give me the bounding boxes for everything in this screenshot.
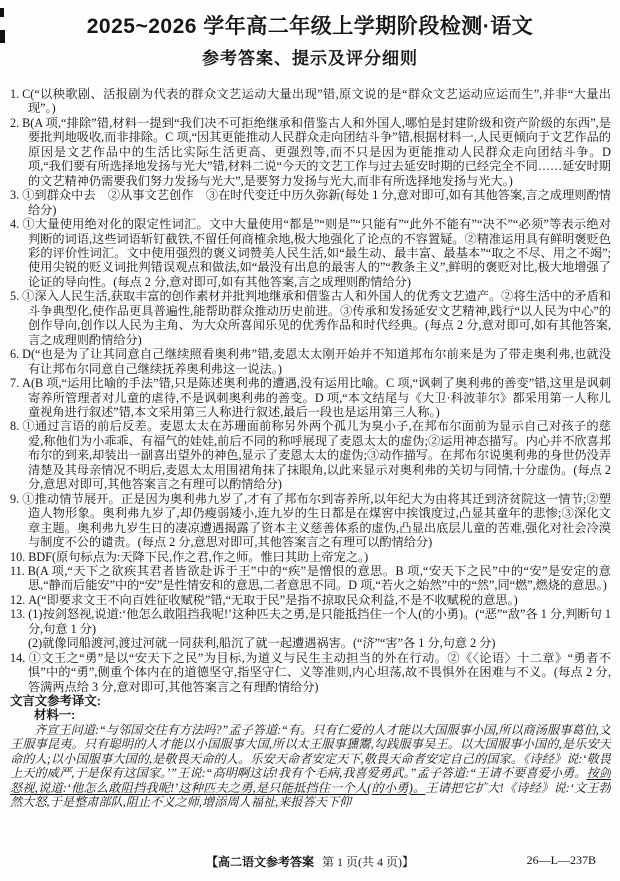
scan-artifact-mark <box>0 30 5 43</box>
item-number: 12. <box>10 592 26 607</box>
item-number: 2. <box>10 115 20 130</box>
answer-paragraph <box>10 419 611 491</box>
item-text: (2)就像同船渡河,渡过河就一同获利,船沉了就一起遭遇祸害。(“济”“害”各 1 分,句意 2 分) <box>28 636 496 651</box>
item-number: 7. <box>10 376 20 391</box>
answer-paragraph <box>10 289 611 347</box>
item-text: ①深入人民生活,获取丰富的创作素材并批判地继承和借鉴古人和外国人的优秀文艺遗产。②将生活中的矛盾和斗争典型化,使作品更具普遍性,能帮助群众推动历史前进。③传承和发扬延安文艺精神,践行“以人民为中心”的创作导向,创作以人民为主角、为大众所喜闻乐见的优秀作品和时代经典。(每点 2 分,意对即可,如有其他答案,言之成理则酌情给分) <box>22 289 611 347</box>
answer-paragraph <box>10 564 611 593</box>
footer-answer-key-label: 【高二语文参考答案 <box>205 855 315 869</box>
answer-paragraph <box>10 593 611 607</box>
translation-heading: 文言文参考译文: <box>10 694 101 709</box>
answer-paragraph <box>10 492 611 550</box>
item-text: B(A 项,“排除”错,材料一提到“我们决不可拒绝继承和借鉴古人和外国人,哪怕是封建阶级和资产阶级的东西”,是要批判地吸收,而非排除。C 项,“因其更能推动人民群众走向团结斗争”错,根据材料一,人民更倾向于文艺作品的原因是文艺作品中的生活比实际生活更高、更强烈等,而不只是因为更能推动人民群众走向团结斗争。D 项,“我们要有所选择地发扬与光大”错,材料二说“今天的文艺工作与过去延安时期的已经完全不同……延安时期的文艺精神仍需要我们努力发扬与光大”,是要努力发扬与光大,而非有所选择地发扬与光大。) <box>22 115 611 188</box>
item-text: BDF(原句标点为:天降下民,作之君,作之师。惟曰其助上帝宠之。) <box>28 549 369 564</box>
item-number: 1. <box>10 87 20 101</box>
item-number: 13. <box>10 607 26 622</box>
item-number: 3. <box>10 188 20 203</box>
answer-paragraph <box>10 188 611 217</box>
item-text: ①文王之“勇”是以“安天下之民”为目标,为道义与民生主动担当的外在行动。②《〈论语〉十二章》“勇者不惧”中的“勇”,侧重个体内在的道德坚守,指坚守仁、义等准则,内心坦荡,故不畏惧外在困难与不义。(每点 2 分,答满两点给 3 分,意对即可,其他答案言之有理酌情给分) <box>28 650 611 694</box>
paper-code: 26—L—237B <box>526 853 596 867</box>
scan-artifact-mark <box>0 8 4 17</box>
translation-text-before: 齐宣王问道:“与邻国交往有方法吗?”孟子答道:“有。只有仁爱的人才能以大国服事小国,所以商汤服事葛伯,文王服事昆夷。只有聪明的人才能以小国服事大国,所以太王服事獯鬻,勾践服事吴王。以大国服事小国的,是乐安天命的人;以小国服事大国的,是敬畏天命的人。乐安天命者安定天下,敬畏天命者安定自己的国家。《诗经》说:‘敬畏上天的威严,于是保有这国家。’”王说:“高明啊这话!我有个毛病,我喜爱勇武。”孟子答道:“王请不要喜爱小勇。 <box>10 722 611 781</box>
item-text: D(“也是为了让其同意自己继续照看奥利弗”错,麦恩太太刚开始并不知道邦布尔前来是为了带走奥利弗,也就没有让邦布尔同意自己继续抚养奥利弗这一说法。) <box>22 347 611 376</box>
answer-paragraph <box>10 116 611 188</box>
item-number: 10. <box>10 549 26 564</box>
page-footer <box>0 853 620 871</box>
translation-text-after: 王请把它扩大!《诗经》说:‘文王勃然大怒,于是整肃部队,阻止不义之师,增添周人福祉,来报答天下仰 <box>10 780 611 810</box>
item-number: 9. <box>10 491 20 506</box>
footer-page-indicator <box>206 853 414 870</box>
page-subtitle: 参考答案、提示及评分细则 <box>202 49 418 68</box>
footer-page-number: 第 1 页(共 4 页)】 <box>322 855 415 869</box>
item-text: ①大量使用绝对化的限定性词汇。文中大量使用“都是”“则是”“只能有”“此外不能有”“决不”“必须”等表示绝对判断的词语,这些词语斩钉截铁,不留任何商榷余地,极大地强化了论点的不容置疑。②精准运用具有鲜明褒贬色彩的评价性词汇。文中使用强烈的褒义词赞美人民生活,如“最生动、最丰富、最基本”“取之不尽、用之不竭”;使用尖锐的贬义词批判错误观点和做法,如“最没有出息的最害人的”“教条主义”,鲜明的褒贬对比,极大地增强了论证的导向性。(每点 2 分,意对即可,如有其他答案,言之成理则酌情给分) <box>22 217 611 289</box>
answers-list <box>10 87 611 694</box>
item-number: 14. <box>10 650 26 665</box>
answer-paragraph <box>10 550 611 564</box>
answer-paragraph <box>10 217 611 289</box>
answer-paragraph <box>10 636 611 650</box>
item-text: ①推动情节展开。正是因为奥利弗九岁了,才有了邦布尔到寄养所,以年纪大为由将其迁到济贫院这一情节;②塑造人物形象。奥利弗九岁了,却仍瘦弱矮小,连九岁的生日都是在煤窖中挨饿度过,凸显其童年的悲惨;③深化文章主题。奥利弗九岁生日的凄凉遭遇揭露了资本主义慈善体系的虚伪,凸显出底层儿童的苦难,强化对社会冷漠与制度不公的谴责。(每点 2 分,意思对即可,其他答案言之有理可以酌情给分) <box>22 491 611 550</box>
answer-paragraph <box>10 87 611 116</box>
translation-text-underlined: 按剑怒视,说道:‘他怎么敢阻挡我呢!’这种匹夫之勇,是只能抵挡住一个人(的小勇)。 <box>10 766 611 795</box>
item-number: 6. <box>10 347 20 362</box>
answer-paragraph <box>10 607 611 636</box>
item-text: (1)按剑怒视,说道:‘他怎么敢阻挡我呢!’这种匹夫之勇,是只能抵挡住一个人(的小勇)。(“恶”“敌”各 1 分,判断句 1 分,句意 1 分) <box>28 607 611 636</box>
item-number: 8. <box>10 419 20 434</box>
page-title: 2025~2026 学年高二年级上学期阶段检测·语文 <box>86 15 534 38</box>
item-number: 11. <box>10 563 25 578</box>
item-number: 4. <box>10 217 20 232</box>
item-text: A(B 项,“运用比喻的手法”错,只是陈述奥利弗的遭遇,没有运用比喻。C 项,“讽刺了奥利弗的善变”错,这里是讽刺寄养所管理者对儿童的虐待,不是讽刺奥利弗的善变。D 项,“本文结尾与《大卫·科波菲尔》都采用第一人称儿童视角进行叙述”错,本文采用第三人称进行叙述,最后一段也是运用第三人称。) <box>22 376 611 419</box>
answers-content <box>10 87 611 849</box>
answer-paragraph <box>10 376 611 419</box>
material-one-label: 材料一: <box>34 708 76 723</box>
item-text: ①到群众中去 ②从事文艺创作 ③在时代变迁中历久弥新(每处 1 分,意对即可,如有其他答案,言之成理则酌情给分) <box>22 188 611 217</box>
answer-paragraph <box>10 347 611 376</box>
item-text: ①通过言语的前后反差。麦恩太太在苏珊面前称另外两个孤儿为臭小子,在邦布尔面前为显示自己对孩子的慈爱,称他们为小乖乖、有福气的娃娃,前后不同的称呼展现了麦恩太太的虚伪;②运用神态描写。内心并不欣喜邦布尔的到来,却装出一副喜出望外的神色,显示了麦恩太太的虚伪;③动作描写。在邦布尔说奥利弗的身世仍没弄清楚及其母亲情况不明后,麦恩太太用围裙角抹了抹眼角,以此来显示对奥利弗的关切与同情,十分虚伪。(每点 2 分,意思对即可,其他答案言之有理可以酌情给分) <box>22 419 611 492</box>
item-text: C(“以秧歌剧、活报剧为代表的群众文艺运动大量出现”错,原文说的是“群众文艺运动应运而生”,并非“大量出现”。) <box>22 87 611 116</box>
item-text: A(“即要求文王不向百姓征收赋税”错,“无取于民”是指不掠取民众利益,不是不收赋税的意思。) <box>28 592 518 607</box>
item-text: B(A 项,“天下之欲疾其君者皆欲赴诉于王”中的“疾”是憎恨的意思。B 项,“安天下之民”中的“安”是安定的意思,“静而后能安”中的“安”是性情安和的意思,二者意思不同。D 项,“若火之始然”中的“然”,同“燃”,燃烧的意思。) <box>27 563 611 593</box>
item-number: 5. <box>10 289 20 304</box>
answer-paragraph <box>10 651 611 694</box>
translation-paragraph <box>10 723 611 810</box>
